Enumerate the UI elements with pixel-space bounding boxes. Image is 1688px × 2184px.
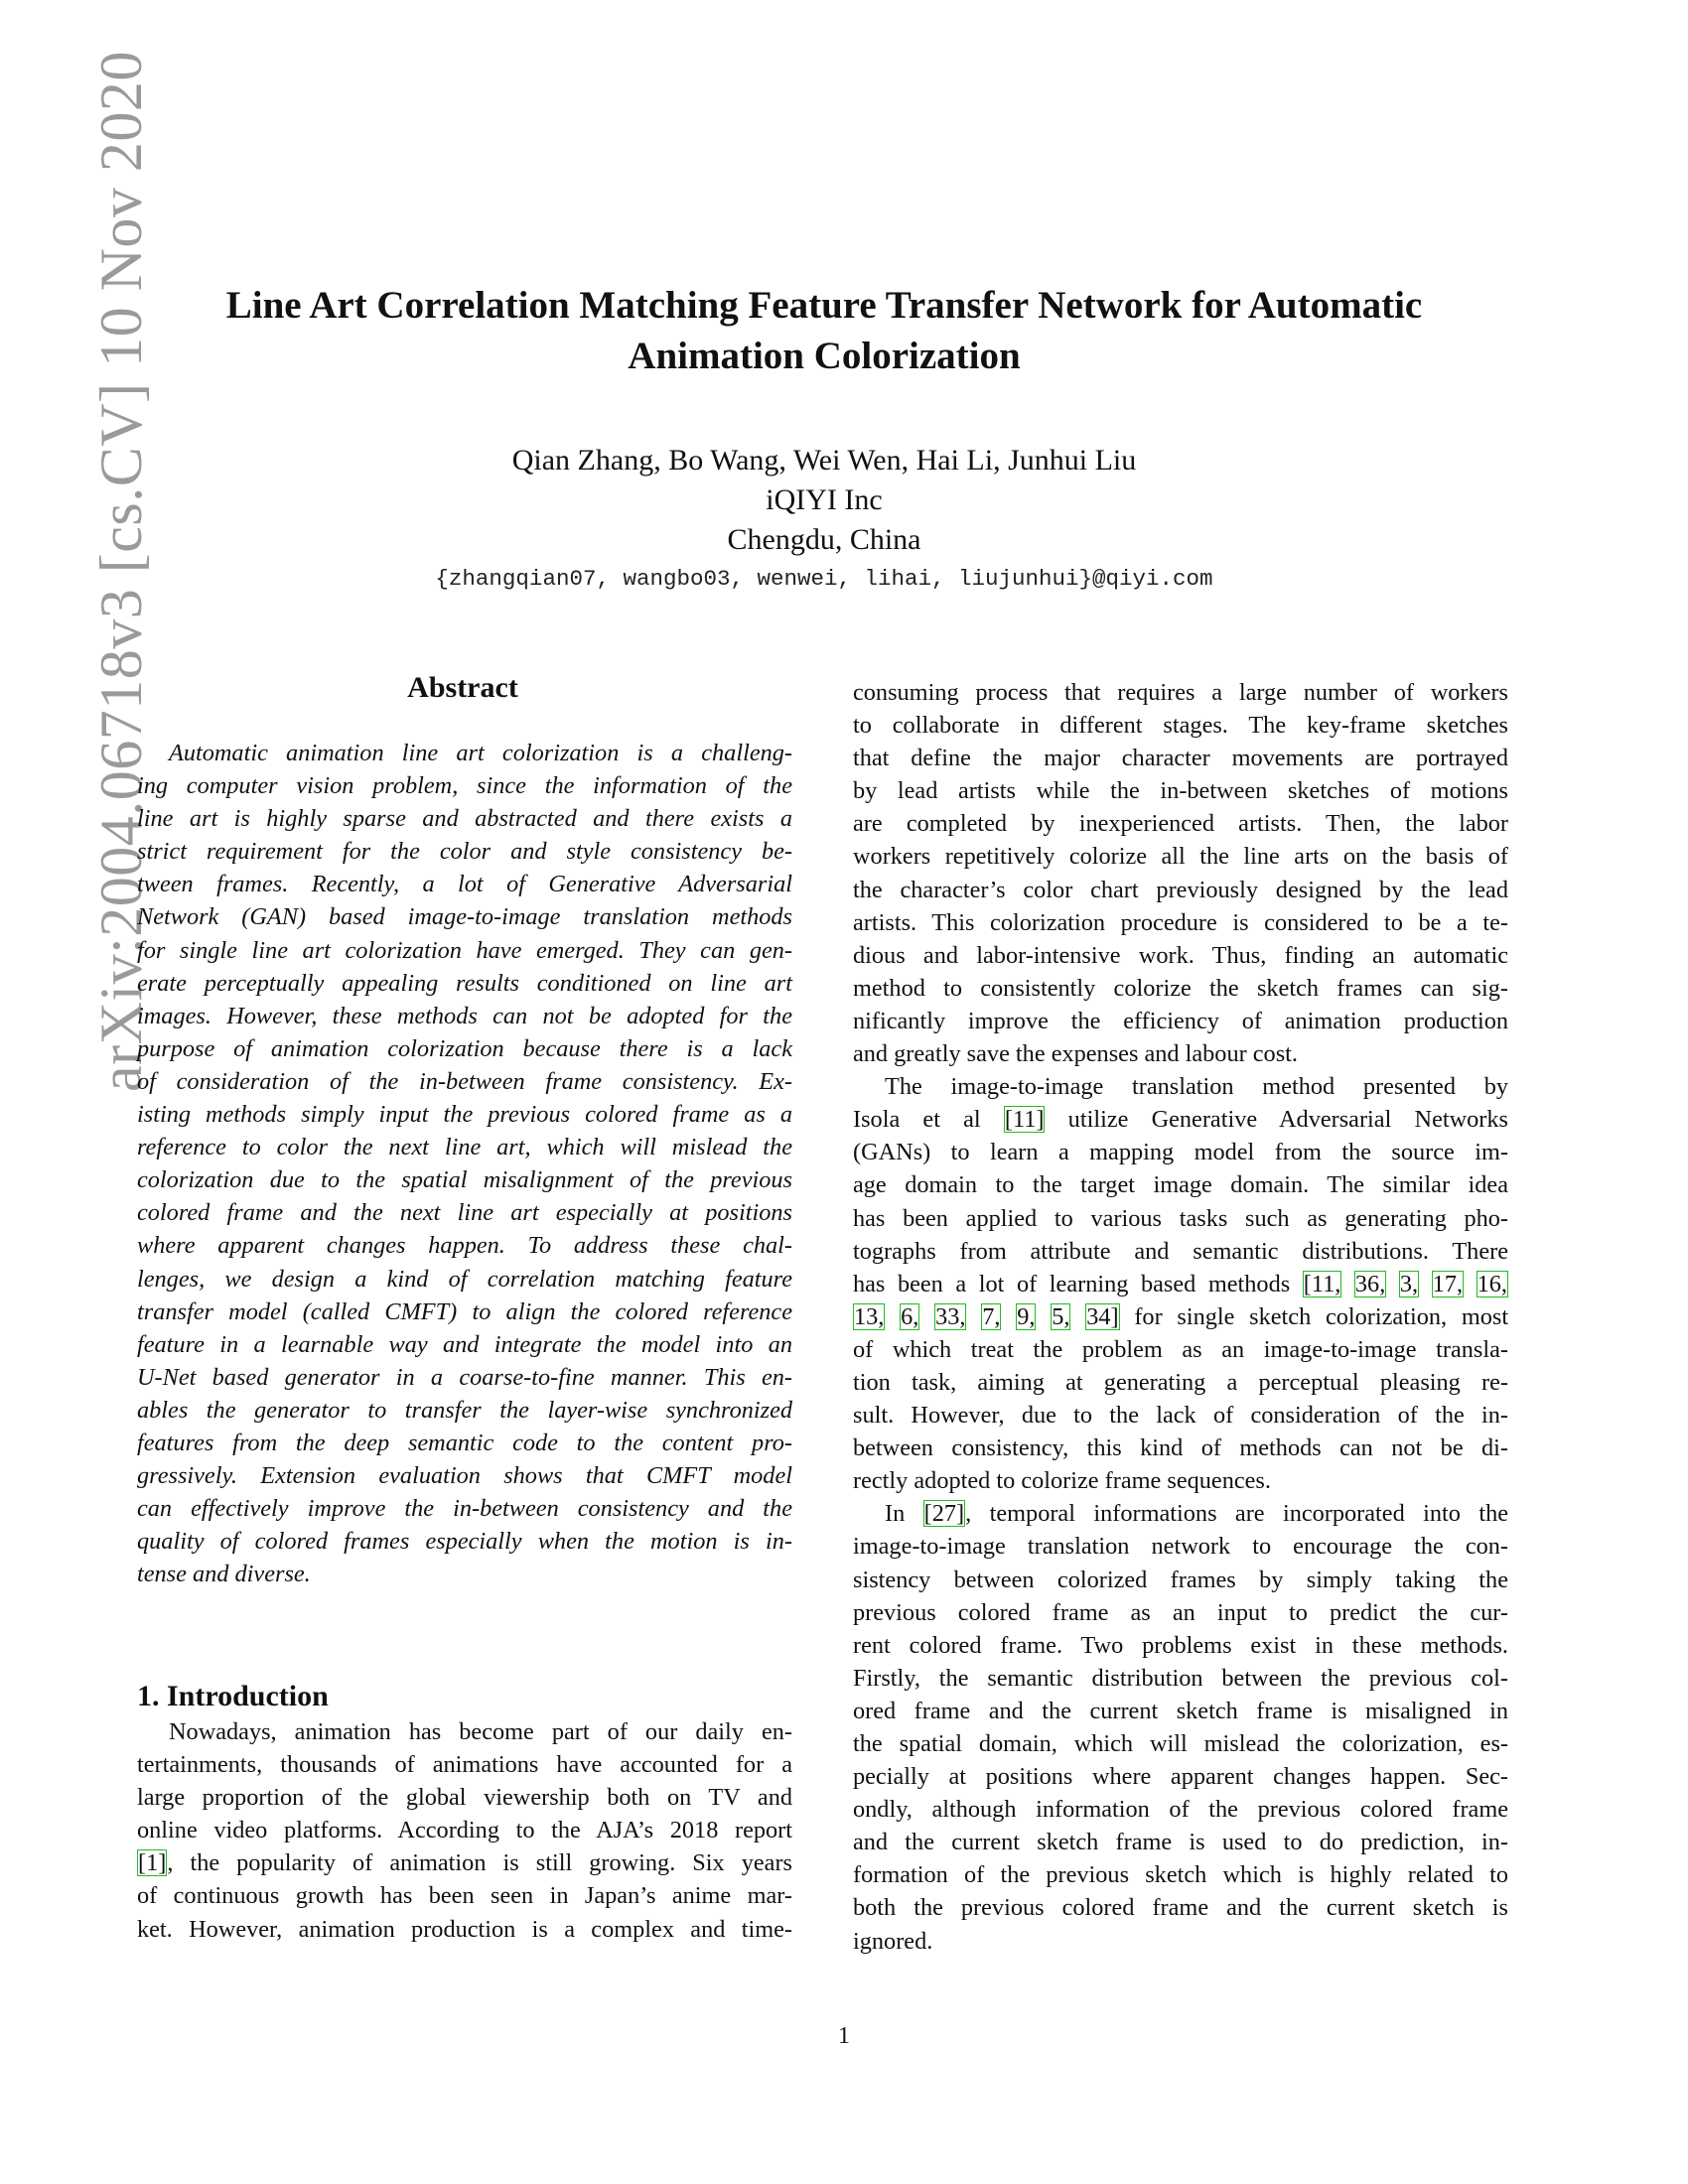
abstract-body <box>137 737 792 1590</box>
abstract-line: line art is highly sparse and abstracted and there exists a <box>137 805 792 833</box>
abstract-line: Network (GAN) based image-to-image translation methods <box>137 903 792 931</box>
body-line: artists. This colorization procedure is considered to be a te- <box>853 908 1508 936</box>
abstract-line: quality of colored frames especially when the motion is in- <box>137 1528 792 1556</box>
abstract-line: strict requirement for the color and style consistency be- <box>137 838 792 866</box>
abstract-heading: Abstract <box>407 671 518 704</box>
citation-link[interactable]: 9, <box>1017 1302 1036 1330</box>
abstract-line: tween frames. Recently, a lot of Generative Adversarial <box>137 871 792 898</box>
page-number: 1 <box>838 2023 850 2049</box>
body-line: rectly adopted to colorize frame sequences. <box>853 1467 1271 1495</box>
body-line: previous colored frame as an input to predict the cur- <box>853 1598 1508 1626</box>
body-line: between consistency, this kind of methods can not be di- <box>853 1434 1508 1462</box>
body-line: and greatly save the expenses and labour cost. <box>853 1040 1298 1068</box>
abstract-line: U-Net based generator in a coarse-to-fine manner. This en- <box>137 1363 792 1391</box>
author-block <box>159 441 1489 560</box>
author-emails: {zhangqian07, wangbo03, wenwei, lihai, liujunhui}@qiyi.com <box>435 566 1213 592</box>
citation-link[interactable]: [1] <box>138 1849 167 1877</box>
citation-link[interactable]: [27] <box>923 1500 965 1528</box>
abstract-line: purpose of animation colorization because there is a lack <box>137 1034 792 1062</box>
citation-link[interactable]: [11] <box>1004 1106 1045 1134</box>
abstract-line: feature in a learnable way and integrate the model into an <box>137 1330 792 1358</box>
body-line: that define the major character movements are portrayed <box>853 745 1508 772</box>
body-line: and the current sketch frame is used to do prediction, in- <box>853 1829 1508 1856</box>
intro-line: Nowadays, animation has become part of our daily en- <box>169 1718 792 1745</box>
intro-line: [1], the popularity of animation is still growing. Six years <box>138 1849 792 1877</box>
abstract-line: of consideration of the in-between frame consistency. Ex- <box>137 1067 792 1095</box>
right-column-body <box>853 676 1508 1958</box>
abstract-line: transfer model (called CMFT) to align the colored reference <box>137 1297 792 1325</box>
body-line: Isola et al [11] utilize Generative Adversarial Networks <box>853 1106 1509 1134</box>
title-line-1: Line Art Correlation Matching Feature Transfer Network for Automatic <box>225 284 1423 327</box>
arxiv-identifier-stamp: arXiv:2004.06718v3 [cs.CV] 10 Nov 2020 <box>88 51 154 1092</box>
body-line: has been applied to various tasks such as generating pho- <box>853 1204 1508 1232</box>
introduction-body <box>137 1715 792 1946</box>
citation-link[interactable]: 34] <box>1086 1302 1119 1330</box>
body-line: are completed by inexperienced artists. Then, the labor <box>853 810 1508 838</box>
citation-link[interactable]: 33, <box>935 1302 966 1330</box>
introduction-heading: 1. Introduction <box>137 1680 329 1712</box>
abstract-line: ing computer vision problem, since the information of the <box>137 772 792 800</box>
abstract-line: Automatic animation line art colorization is a challeng- <box>169 740 792 766</box>
intro-line: ket. However, animation production is a complex and time- <box>137 1915 792 1943</box>
abstract-line: colorization due to the spatial misalignment of the previous <box>137 1166 792 1194</box>
author-names: Qian Zhang, Bo Wang, Wei Wen, Hai Li, Junhui Liu <box>511 444 1137 477</box>
author-location: Chengdu, China <box>727 523 921 556</box>
abstract-line: tense and diverse. <box>137 1561 311 1588</box>
body-line: age domain to the target image domain. The similar idea <box>853 1171 1508 1199</box>
abstract-line: images. However, these methods can not be adopted for the <box>137 1002 792 1029</box>
citation-link[interactable]: 6, <box>901 1302 919 1330</box>
citation-link[interactable]: 5, <box>1052 1302 1070 1330</box>
body-line: tographs from attribute and semantic distributions. There <box>853 1237 1508 1265</box>
intro-line: large proportion of the global viewership both on TV and <box>137 1784 792 1812</box>
abstract-line: reference to color the next line art, which will mislead the <box>137 1134 792 1161</box>
citation-link[interactable]: 36, <box>1354 1270 1386 1297</box>
author-affiliation: iQIYI Inc <box>766 483 883 516</box>
intro-line: online video platforms. According to the AJA’s 2018 report <box>137 1817 792 1844</box>
body-line: tion task, aiming at generating a perceptual pleasing re- <box>853 1368 1508 1396</box>
abstract-line: colored frame and the next line art especially at positions <box>137 1199 792 1227</box>
intro-line: of continuous growth has been seen in Japan’s anime mar- <box>137 1882 792 1910</box>
abstract-line: erate perceptually appealing results conditioned on line art <box>137 969 792 997</box>
body-line: the spatial domain, which will mislead the colorization, es- <box>853 1730 1508 1757</box>
body-line: sult. However, due to the lack of consideration of the in- <box>853 1402 1508 1430</box>
body-line: workers repetitively colorize all the line arts on the basis of <box>853 843 1508 871</box>
title-line-2: Animation Colorization <box>628 335 1021 377</box>
body-line: of which treat the problem as an image-to-image transla- <box>853 1335 1508 1363</box>
body-line: 13, 6, 33, 7, 9, 5, 34] for single sketch colorization, most <box>854 1302 1509 1330</box>
body-line: (GANs) to learn a mapping model from the source im- <box>853 1139 1508 1166</box>
body-line: the character’s color chart previously designed by the lead <box>853 876 1508 903</box>
body-line: image-to-image translation network to encourage the con- <box>853 1533 1508 1561</box>
body-line: sistency between colorized frames by simply taking the <box>853 1566 1508 1593</box>
citation-link[interactable]: 17, <box>1432 1270 1464 1297</box>
body-line: ignored. <box>853 1927 933 1955</box>
body-line: dious and labor-intensive work. Thus, finding an automatic <box>853 941 1508 969</box>
body-line: has been a lot of learning based methods [11, 36, 3, 17, 16, <box>853 1270 1507 1297</box>
citation-link[interactable]: [11, <box>1303 1270 1341 1297</box>
paper-title <box>159 280 1489 381</box>
body-line: ondly, although information of the previous colored frame <box>853 1796 1508 1824</box>
body-line: rent colored frame. Two problems exist in these methods. <box>853 1631 1508 1659</box>
body-line: consuming process that requires a large number of workers <box>853 679 1508 706</box>
body-line: formation of the previous sketch which is highly related to <box>853 1861 1508 1889</box>
body-line: pecially at positions where apparent changes happen. Sec- <box>853 1763 1508 1791</box>
abstract-line: isting methods simply input the previous colored frame as a <box>137 1101 792 1129</box>
citation-link[interactable]: 3, <box>1399 1270 1419 1297</box>
intro-line: tertainments, thousands of animations have accounted for a <box>137 1751 792 1779</box>
abstract-line: ables the generator to transfer the layer-wise synchronized <box>137 1396 792 1424</box>
body-line: The image-to-image translation method presented by <box>885 1073 1508 1101</box>
abstract-line: gressively. Extension evaluation shows that CMFT model <box>137 1462 792 1490</box>
body-line: both the previous colored frame and the current sketch is <box>853 1894 1508 1922</box>
body-line: to collaborate in different stages. The key-frame sketches <box>853 712 1508 740</box>
body-line: In [27], temporal informations are incorporated into the <box>885 1500 1509 1528</box>
citation-link[interactable]: 7, <box>982 1302 1001 1330</box>
citation-link[interactable]: 16, <box>1477 1270 1507 1297</box>
body-line: method to consistently colorize the sketch frames can sig- <box>853 974 1508 1002</box>
abstract-line: lenges, we design a kind of correlation matching feature <box>137 1265 792 1293</box>
abstract-line: for single line art colorization have emerged. They can gen- <box>137 936 792 964</box>
citation-link[interactable]: 13, <box>854 1302 885 1330</box>
body-line: by lead artists while the in-between sketches of motions <box>853 777 1508 805</box>
abstract-line: features from the deep semantic code to the content pro- <box>137 1429 792 1456</box>
body-line: Firstly, the semantic distribution between the previous col- <box>853 1664 1508 1692</box>
abstract-line: where apparent changes happen. To address these chal- <box>137 1232 792 1260</box>
abstract-line: can effectively improve the in-between consistency and the <box>137 1495 792 1523</box>
body-line: nificantly improve the efficiency of animation production <box>853 1007 1508 1034</box>
body-line: ored frame and the current sketch frame is misaligned in <box>853 1697 1508 1724</box>
